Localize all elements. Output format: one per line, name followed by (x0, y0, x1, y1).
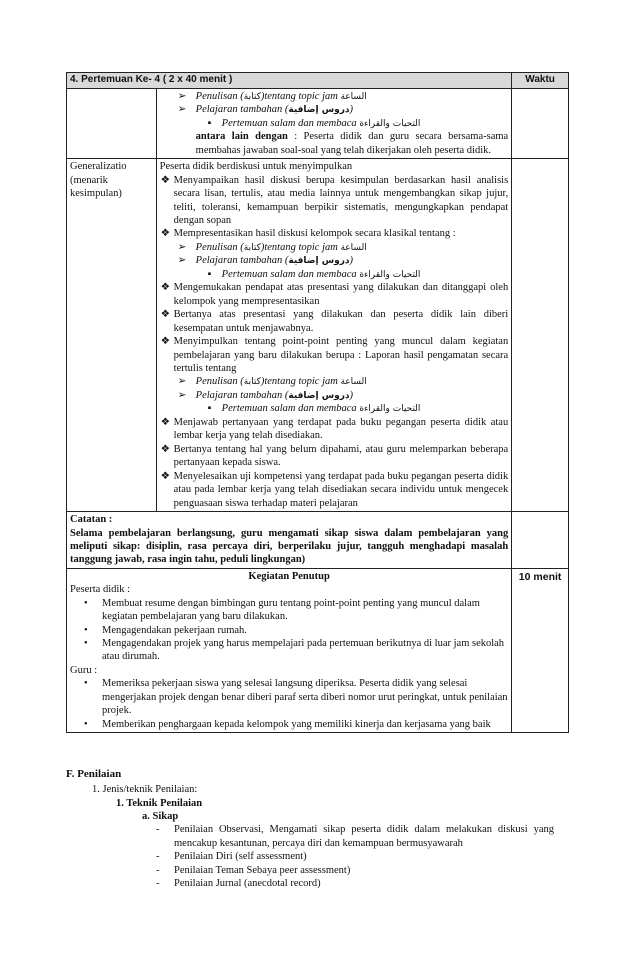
list-item: ❖ Menyimpulkan tentang point-point penting yang muncul dalam kegiatan pembelajaran yang baru dilakukan berupa : Laporan hasil pengamatan secara tertulis tentang (160, 336, 509, 375)
list-item: • Mengagendakan pekerjaan rumah. (84, 624, 247, 636)
table-header (67, 73, 568, 89)
paragraph: Peserta didik : (70, 584, 131, 596)
list-item: ❖ Bertanya atas presentasi yang dilakukan dan peserta didik lain diberi kesempatan untuk menjawabnya. (160, 309, 509, 334)
list-item: ➢ Penulisan (كتابة)tentang topic jam الساعة (177, 241, 367, 253)
list-item: • Mengagendakan projek yang harus mempelajari pada pertemuan berikutnya di luar jam sekolah atau dirumah. (84, 638, 505, 663)
waktu-header: Waktu (525, 74, 555, 85)
list-item: ❖ Menyelesaikan uji kompetensi yang terdapat pada buku pegangan peserta didik atau pada lembar kerja yang telah disediakan secara individu untuk mengecek penguasaan siswa terhadap materi pelajaran (160, 470, 509, 509)
list-item: ❖ Menyampaikan hasil diskusi berupa kesimpulan berdasarkan hasil analisis secara lisan, tertulis, atau media lainnya untuk mengembangkan sikap jujur, teliti, toleransi, kemampuan berpikir sistematis, mengungkapkan pendapat dengan sopan (160, 174, 509, 226)
list-item: ❖ Mengemukakan pendapat atas presentasi yang dilakukan dan ditanggapi oleh kelompok yang mempresentasikan (160, 282, 509, 307)
meeting-title: 4. Pertemuan Ke- 4 ( 2 x 40 menit ) (67, 73, 512, 88)
table-row (67, 89, 568, 159)
list-item: • Memberikan penghargaan kepada kelompok yang memiliki kinerja dan kerjasama yang baik (84, 718, 491, 730)
list-item: ➢ Pelajaran tambahan (دروس إضافية) (177, 389, 354, 401)
list-item: ❖ Menjawab pertanyaan yang terdapat pada buku pegangan peserta didik atau lembar kerja yang telah disediakan. (160, 417, 509, 442)
catatan-title: Catatan : (70, 514, 113, 526)
list-item: ▪ Pertemuan salam dan membaca التحيات والقراءة (207, 117, 421, 129)
catatan-cell (67, 512, 512, 568)
activity-cell (157, 159, 513, 511)
paragraph: antara lain dengan : Peserta didik dan guru secara bersama-sama membahas jawaban soal-soal yang telah dikerjakan oleh peserta didik. (195, 131, 509, 156)
section-heading: F. Penilaian (66, 768, 122, 780)
penilaian-section (66, 767, 569, 891)
table-row (67, 512, 568, 569)
catatan-body: Selama pembelajaran berlangsung, guru mengamati sikap siswa dalam pembelajaran yang meliputi sikap: disiplin, rasa percaya diri, berperilaku jujur, tangguh menghadapi masalah tanggung jawab, rasa ingin tahu, peduli lingkungan) (70, 527, 509, 566)
list-item: - Penilaian Observasi, Mengamati sikap peserta didik dalam melakukan diskusi yang mencakup kesantunan, percaya diri dan kemampuan bermusyawarah (156, 824, 554, 849)
list-item: - Penilaian Diri (self assessment) (156, 851, 307, 863)
list-item: 1. Teknik Penilaian (116, 797, 203, 809)
list-item: ▪ Pertemuan salam dan membaca التحيات والقراءة (207, 403, 421, 415)
list-item: ➢ Pelajaran tambahan (دروس إضافية) (177, 255, 354, 267)
paragraph: Peserta didik berdiskusi untuk menyimpulkan (159, 161, 353, 173)
list-item: ➢ Pelajaran tambahan (دروس إضافية) (177, 104, 354, 116)
list-item: - Penilaian Teman Sebaya peer assessment) (156, 864, 351, 876)
table-row (67, 569, 568, 732)
paragraph: Guru : (70, 664, 98, 676)
continuation-cell (157, 89, 513, 158)
step-label: Generalizatio (menarik kesimpulan) (67, 159, 157, 511)
list-item: • Memeriksa pekerjaan siswa yang selesai langsung diperiksa. Peserta didik yang selesai mengerjakan projek dengan benar diberi paraf serta diberi nomor urut peringkat, untuk penilaian projek. (84, 678, 508, 717)
lesson-table (66, 72, 569, 733)
list-item: ➢ Penulisan (كتابة)tentang topic jam الساعة (177, 376, 367, 388)
penutup-cell (67, 569, 512, 732)
list-item: • Membuat resume dengan bimbingan guru tentang point-point penting yang muncul dalam kegiatan pembelajaran yang baru dilakukan. (84, 597, 480, 623)
table-row (67, 159, 568, 512)
list-item: ❖ Mempresentasikan hasil diskusi kelompok secara klasikal tentang : (160, 228, 456, 240)
penutup-waktu: 10 menit (518, 570, 562, 583)
list-item: ❖ Bertanya tentang hal yang belum dipahami, atau guru melemparkan beberapa pertanyaan kepada siswa. (160, 443, 509, 469)
list-item: 1. Jenis/teknik Penilaian: (92, 784, 198, 796)
list-item: ▪ Pertemuan salam dan membaca التحيات والقراءة (207, 268, 421, 280)
list-item: a. Sikap (142, 810, 179, 822)
section-title: Kegiatan Penutup (248, 570, 330, 582)
list-item: ➢ Penulisan (كتابة)tentang topic jam الساعة (177, 90, 367, 102)
list-item: - Penilaian Jurnal (anecdotal record) (156, 878, 321, 890)
